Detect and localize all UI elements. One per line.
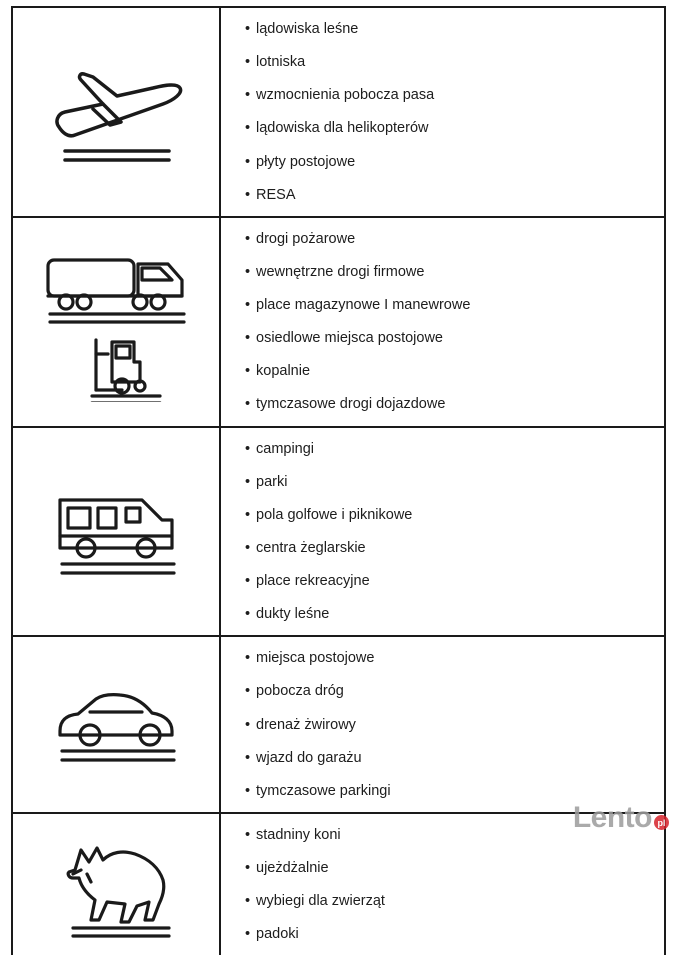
bullet: •: [245, 893, 251, 910]
watermark-badge: pl: [654, 815, 669, 830]
list-cell: [221, 428, 664, 636]
list-item-label: centra żeglarskie: [256, 539, 366, 556]
list-item: [245, 925, 664, 943]
list-item-label: place magazynowe I manewrowe: [256, 297, 471, 313]
list-cell: [221, 218, 664, 426]
list-cell: [221, 8, 664, 216]
list-item: [245, 682, 664, 700]
list-item: [245, 440, 664, 458]
list-item-label: RESA: [256, 186, 296, 203]
bullet: •: [245, 749, 251, 766]
bullet: •: [245, 120, 251, 137]
car-icon: [46, 675, 186, 775]
list-item: [245, 506, 664, 524]
bullet: •: [245, 297, 251, 313]
list-item: [245, 539, 664, 557]
list-item-label: stadniny koni: [256, 826, 341, 843]
list-item-label: drenaż żwirowy: [256, 716, 356, 733]
bullet: •: [245, 363, 251, 380]
list-item: [245, 86, 664, 104]
bullet: •: [245, 153, 251, 170]
list-item-label: pobocza dróg: [256, 683, 344, 700]
icon-cell: [13, 8, 221, 216]
bullet: •: [245, 21, 251, 37]
bullet: •: [245, 186, 251, 203]
airplane-icon: [41, 52, 191, 172]
horse-icon: [51, 830, 181, 940]
list-item-label: pola golfowe i piknikowe: [256, 506, 413, 523]
list-item-label: wybiegi dla zwierząt: [256, 893, 385, 910]
bullet: •: [245, 54, 251, 71]
list-item-label: dukty leśne: [256, 606, 330, 623]
bullet: •: [245, 573, 251, 589]
list-item: [245, 782, 664, 800]
list-item-label: wjazd do garażu: [256, 749, 362, 766]
list-item-label: osiedlowe miejsca postojowe: [256, 330, 443, 347]
truck-forklift-icon: [36, 242, 196, 402]
icon-cell: [13, 814, 221, 955]
icon-cell: [13, 428, 221, 636]
bullet: •: [245, 683, 251, 700]
list-item-label: drogi pożarowe: [256, 230, 356, 247]
list-item-label: miejsca postojowe: [256, 650, 375, 667]
list-item: [245, 749, 664, 767]
bullet: •: [245, 606, 251, 623]
list-item: [245, 892, 664, 910]
bullet: •: [245, 440, 251, 457]
icon-cell: [13, 218, 221, 426]
bullet: •: [245, 263, 251, 280]
bullet: •: [245, 396, 251, 413]
table-row: [13, 8, 664, 218]
list-item-label: lotniska: [256, 54, 306, 71]
bullet: •: [245, 230, 251, 247]
list-item: [245, 605, 664, 623]
list-item-label: padoki: [256, 926, 299, 943]
list-item-label: lądowiska dla helikopterów: [256, 120, 429, 137]
icon-cell: [13, 637, 221, 812]
list-item: [245, 572, 664, 590]
list-item: [245, 119, 664, 137]
list-item: [245, 362, 664, 380]
list-item-label: place rekreacyjne: [256, 573, 370, 589]
table-row: [13, 814, 664, 955]
list-item-label: tymczasowe parkingi: [256, 782, 391, 799]
bullet: •: [245, 650, 251, 667]
list-item-label: wzmocnienia pobocza pasa: [256, 87, 435, 104]
table-row: [13, 428, 664, 638]
list-item: [245, 473, 664, 491]
list-item: [245, 859, 664, 877]
list-item-label: lądowiska leśne: [256, 21, 359, 37]
list-item: [245, 329, 664, 347]
bullet: •: [245, 473, 251, 490]
bullet: •: [245, 539, 251, 556]
table-row: [13, 218, 664, 428]
list-item: [245, 395, 664, 413]
categories-table: [11, 6, 666, 955]
watermark-text: Lento: [572, 801, 652, 834]
bullet: •: [245, 926, 251, 943]
list-item: [245, 186, 664, 204]
list-item-label: kopalnie: [256, 363, 311, 380]
bullet: •: [245, 87, 251, 104]
bullet: •: [245, 860, 251, 876]
bullet: •: [245, 826, 251, 843]
list-cell: [221, 637, 664, 812]
bullet: •: [245, 716, 251, 733]
list-item: [245, 20, 664, 38]
list-item: [245, 263, 664, 281]
table-row: [13, 637, 664, 814]
camper-van-icon: [46, 476, 186, 586]
list-item-label: płyty postojowe: [256, 153, 356, 170]
list-item: [245, 296, 664, 314]
list-item: [245, 649, 664, 667]
watermark: [573, 803, 669, 833]
bullet: •: [245, 330, 251, 347]
list-item-label: wewnętrzne drogi firmowe: [256, 263, 425, 280]
list-item-label: parki: [256, 473, 288, 490]
list-item-label: tymczasowe drogi dojazdowe: [256, 396, 446, 413]
bullet: •: [245, 506, 251, 523]
list-item-label: campingi: [256, 440, 315, 457]
list-item: [245, 53, 664, 71]
list-item: [245, 716, 664, 734]
list-item-label: ujeżdżalnie: [256, 860, 329, 876]
bullet: •: [245, 782, 251, 799]
list-item: [245, 230, 664, 248]
list-cell: [221, 814, 664, 955]
list-item: [245, 153, 664, 171]
